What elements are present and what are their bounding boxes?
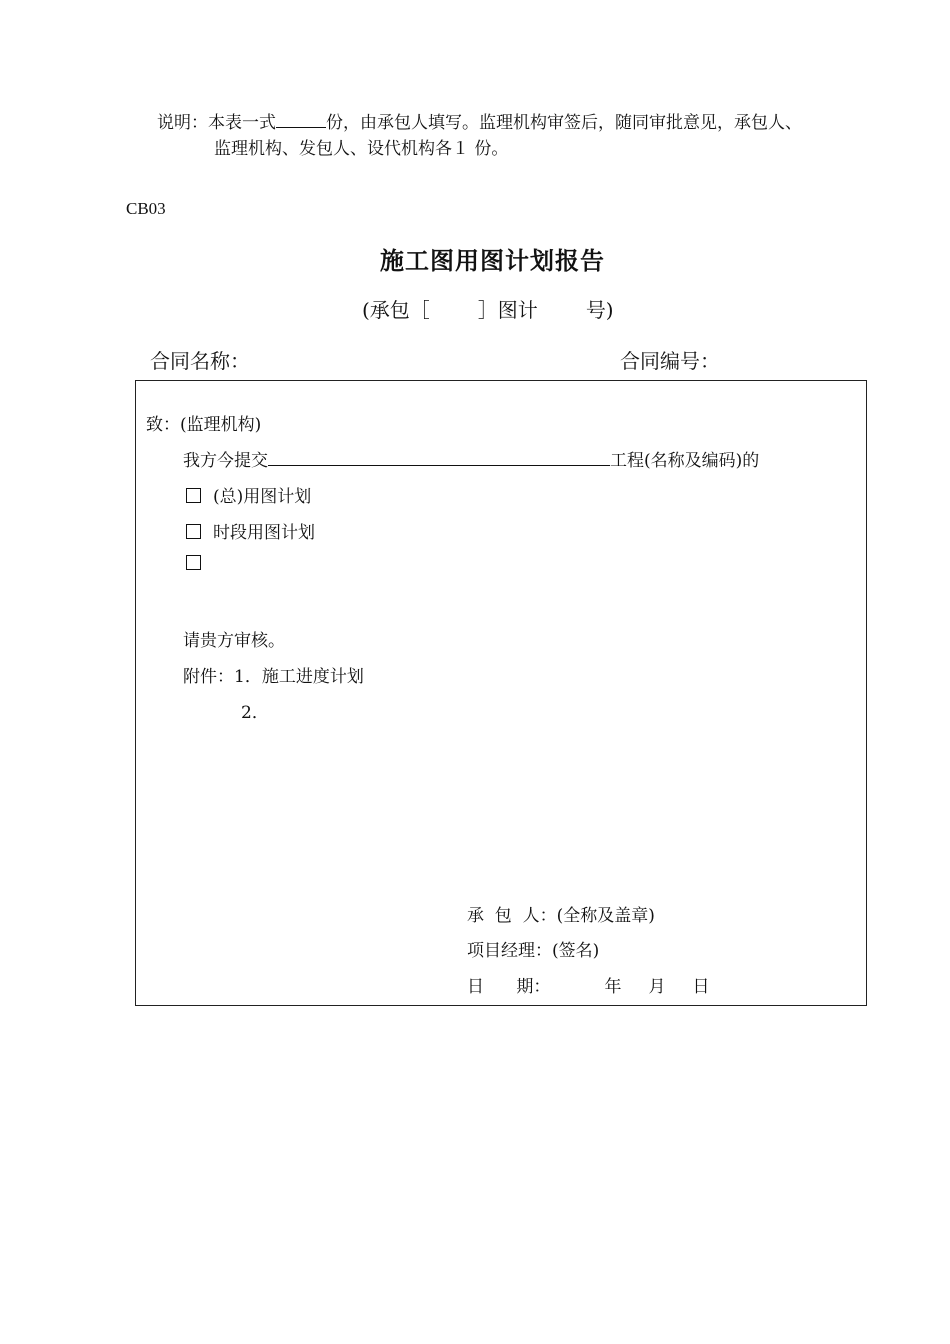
instruction-note: [157, 110, 802, 162]
checkbox[interactable]: [186, 524, 201, 539]
attachment-2: 2．: [241, 703, 269, 723]
option-other[interactable]: [186, 554, 213, 574]
review-request: 请贵方审核。: [183, 631, 285, 651]
instruction-line-2: 监理机构、发包人、设代机构各１ 份。: [214, 139, 509, 159]
option-period-plan[interactable]: 时段用图计划: [186, 518, 315, 543]
checkbox[interactable]: [186, 488, 201, 503]
copies-blank: [276, 110, 326, 128]
project-name-blank[interactable]: [268, 448, 610, 466]
addressee: 致：(监理机构): [146, 415, 262, 435]
document-number-line: (承包［ ］图计 号): [362, 298, 614, 322]
document-title: 施工图用图计划报告: [380, 247, 605, 275]
option-general-plan[interactable]: (总)用图计划: [186, 482, 311, 507]
attachment-1: 附件：1．施工进度计划: [183, 667, 364, 687]
submission-line: 我方今提交 工程(名称及编码)的: [183, 446, 759, 471]
contract-name-label: 合同名称：: [150, 349, 250, 373]
checkbox[interactable]: [186, 555, 201, 570]
report-form-box: [135, 380, 867, 1006]
instruction-line-1: 说明：本表一式 份，由承包人填写。监理机构审签后，随同审批意见，承包人、: [157, 110, 802, 136]
contract-number-label: 合同编号：: [620, 349, 720, 373]
form-code: CB03: [126, 199, 166, 218]
contractor-signature: 承 包 人：(全称及盖章): [467, 906, 655, 926]
project-manager-signature: 项目经理：(签名): [467, 941, 600, 961]
date-line: 日 期： 年 月 日: [467, 977, 710, 997]
